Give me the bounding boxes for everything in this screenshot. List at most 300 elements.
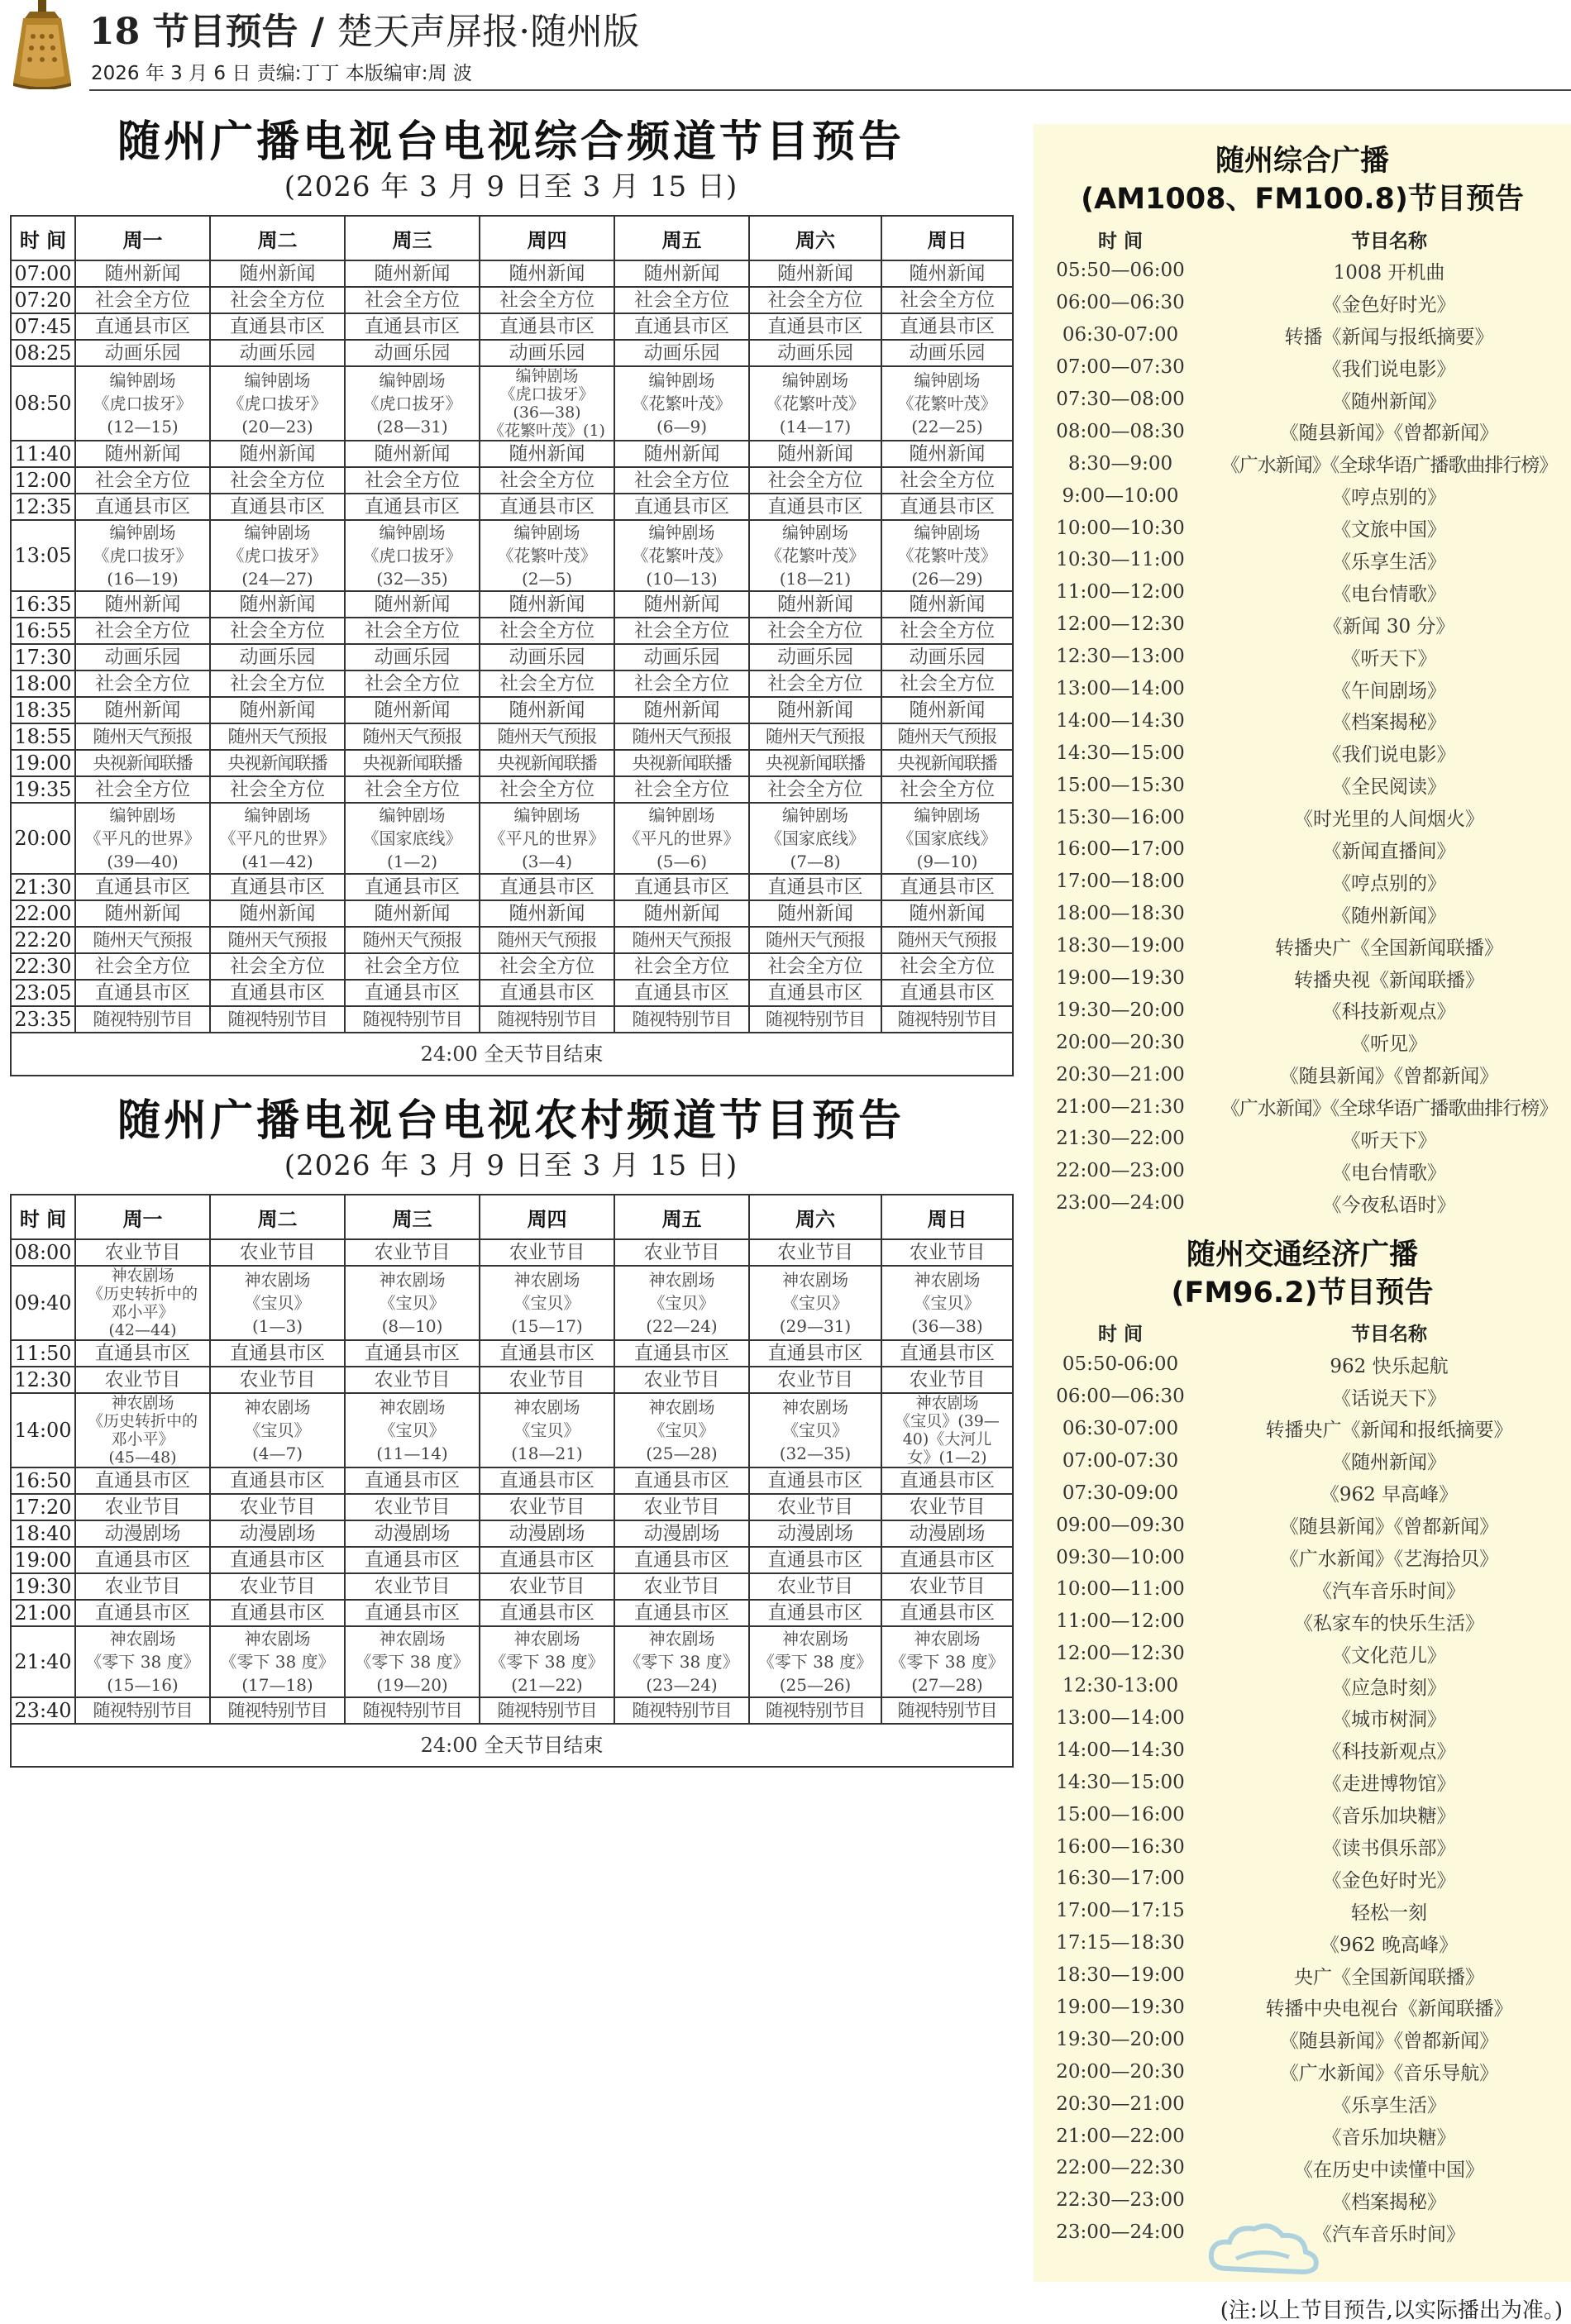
program-cell: 随州新闻 [210,260,345,287]
program-cell: 社会全方位 [75,287,210,313]
program-line: (26—29) [911,569,983,589]
program-cell: 动漫剧场 [480,1520,614,1547]
program-line: 编钟剧场 [914,370,981,390]
program-name: 转播央广《全国新闻联播》 [1275,937,1503,959]
table-row [11,723,1013,750]
schedule-end-text: 24:00 全天节目结束 [11,1724,1013,1767]
program-cell [480,366,614,441]
program-cell: 直通县市区 [480,313,614,340]
list-item [1034,351,1571,384]
program-name: 《档案揭秘》 [1332,2191,1446,2213]
time-cell: 21:00 [11,1600,75,1626]
program-line: (19—20) [376,1675,448,1695]
program-line: (23—24) [646,1675,718,1695]
program-cell: 农业节目 [881,1239,1013,1266]
program-name: 《我们说电影》 [1322,744,1456,766]
program-line: (20—23) [241,417,313,437]
time-cell: 22:00 [11,900,75,927]
program-cell: 随视特别节目 [210,1697,345,1724]
program-cell: 动画乐园 [881,644,1013,670]
program-cell: 随州天气预报 [210,723,345,750]
program-cell: 直通县市区 [881,1467,1013,1494]
time-cell: 12:30 [11,1367,75,1393]
program-cell [749,1266,881,1340]
program-cell: 随州新闻 [614,591,749,618]
program-cell: 随州新闻 [210,441,345,467]
program-cell [480,520,614,591]
program-name: 《随州新闻》 [1332,1452,1446,1474]
table-row [11,1006,1013,1033]
program-cell: 农业节目 [480,1367,614,1393]
time-cell: 23:40 [11,1697,75,1724]
program-cell [881,520,1013,591]
program-cell: 随州新闻 [749,260,881,287]
list-item [1034,1863,1571,1895]
program-cell: 直通县市区 [75,1467,210,1494]
program-cell: 随州天气预报 [614,723,749,750]
program-cell: 社会全方位 [749,467,881,494]
program-cell: 直通县市区 [345,494,480,520]
list-item [1034,1895,1571,1927]
program-cell: 农业节目 [345,1367,480,1393]
program-time: 12:30—13:00 [1056,646,1185,668]
program-cell: 动画乐园 [480,340,614,366]
program-time: 09:00—09:30 [1056,1514,1185,1536]
table-row [11,644,1013,670]
program-cell: 直通县市区 [614,1600,749,1626]
program-cell [210,803,345,874]
radio-traffic-section [1034,1219,1571,2249]
program-line: 《虎口拔牙》 [227,546,327,565]
program-name: 《随县新闻》《曾都新闻》 [1279,422,1499,445]
table-row [11,1600,1013,1626]
program-cell: 直通县市区 [881,313,1013,340]
program-cell [345,1393,480,1467]
list-item [1034,1187,1571,1219]
program-time: 11:00—12:00 [1056,1611,1185,1633]
program-line: 神农剧场 [782,1270,848,1290]
program-name: 转播《新闻与报纸摘要》 [1284,326,1494,348]
list-item [1034,480,1571,512]
program-line: 编钟剧场 [513,805,580,825]
program-cell: 央视新闻联播 [480,750,614,776]
program-line: 《宝贝》 [914,1293,981,1313]
table-row [11,591,1013,618]
time-cell: 16:55 [11,618,75,644]
program-line: 神农剧场 [379,1270,446,1290]
program-line: (14—17) [779,417,852,437]
program-line: 神农剧场 [914,1629,981,1649]
time-cell: 18:35 [11,697,75,723]
program-line: 神农剧场 [244,1270,311,1290]
program-cell: 随州新闻 [881,697,1013,723]
program-cell: 随州新闻 [345,260,480,287]
program-line: (1—2) [386,852,438,871]
program-cell: 直通县市区 [881,494,1013,520]
table-row [11,1547,1013,1573]
program-cell: 农业节目 [75,1573,210,1600]
program-cell [881,1393,1013,1467]
program-cell: 农业节目 [75,1367,210,1393]
radio-traffic-list [1034,1348,1571,2249]
program-cell: 社会全方位 [75,618,210,644]
program-line: (1—3) [251,1316,303,1336]
list-item [1034,1155,1571,1187]
program-cell: 社会全方位 [881,670,1013,697]
program-line: (8—10) [381,1316,443,1336]
program-line: 40)《大河儿 [902,1430,992,1448]
program-cell [881,803,1013,874]
program-cell: 社会全方位 [614,953,749,980]
time-cell: 12:00 [11,467,75,494]
program-line: 神农剧场 [648,1397,715,1417]
program-name: 《乐享生活》 [1332,2095,1446,2117]
program-line: (15—17) [511,1316,583,1336]
program-cell: 社会全方位 [210,953,345,980]
program-cell [210,1393,345,1467]
list-item [1034,2120,1571,2152]
program-cell [75,1393,210,1467]
program-cell: 随州新闻 [480,697,614,723]
col-time: 时 间 [1097,1324,1143,1346]
col-time: 时 间 [1097,230,1143,252]
program-cell [210,520,345,591]
program-cell [614,803,749,874]
program-line: (27—28) [911,1675,983,1695]
tv-general-section [10,116,1012,1076]
program-cell: 动漫剧场 [75,1520,210,1547]
program-name: 《新闻 30 分》 [1323,615,1455,637]
time-cell: 07:00 [11,260,75,287]
program-cell: 社会全方位 [480,287,614,313]
program-time: 05:50—06:00 [1056,260,1185,282]
list-item [1034,2055,1571,2088]
list-item [1034,994,1571,1026]
list-item [1034,1670,1571,1702]
program-cell: 直通县市区 [210,1547,345,1573]
program-cell: 央视新闻联播 [614,750,749,776]
section-name: 节目预告 [152,11,298,53]
program-cell [881,1626,1013,1697]
program-line: 编钟剧场 [782,523,848,542]
program-cell: 农业节目 [75,1494,210,1520]
program-cell: 随视特别节目 [749,1697,881,1724]
time-cell: 09:40 [11,1266,75,1340]
program-cell: 直通县市区 [210,1600,345,1626]
program-cell: 社会全方位 [881,287,1013,313]
program-line: 神农剧场 [244,1629,311,1649]
program-cell: 直通县市区 [210,1467,345,1494]
page-number: 18 [89,11,141,53]
program-time: 18:30—19:00 [1056,1964,1185,1987]
header-day: 周四 [480,216,614,260]
program-line: 《虎口拔牙》 [362,394,462,413]
program-cell: 随视特别节目 [749,1006,881,1033]
program-cell [614,366,749,441]
table-end-row [11,1033,1013,1076]
radio-traffic-title-2: (FM96.2)节目预告 [1171,1276,1434,1310]
program-cell: 央视新闻联播 [749,750,881,776]
program-cell: 直通县市区 [614,1547,749,1573]
list-item [1034,1541,1571,1573]
program-cell: 随州新闻 [614,900,749,927]
program-name: 《随县新闻》《曾都新闻》 [1279,2031,1499,2053]
program-cell: 社会全方位 [480,776,614,803]
table-end-row [11,1724,1013,1767]
program-cell: 直通县市区 [881,1340,1013,1367]
table-row [11,441,1013,467]
program-cell: 社会全方位 [345,670,480,697]
program-time: 9:00—10:00 [1062,484,1179,507]
list-item [1034,1026,1571,1058]
program-cell: 社会全方位 [749,776,881,803]
time-cell: 21:40 [11,1626,75,1697]
program-cell: 直通县市区 [749,1600,881,1626]
program-name: 《文旅中国》 [1332,519,1446,542]
program-cell: 社会全方位 [749,287,881,313]
program-cell: 直通县市区 [881,1547,1013,1573]
time-cell: 14:00 [11,1393,75,1467]
program-cell: 随视特别节目 [480,1697,614,1724]
program-name: 《午间剧场》 [1332,680,1446,702]
program-cell: 随州新闻 [749,697,881,723]
program-line: 《花繁叶茂》 [897,546,997,565]
program-cell: 直通县市区 [480,874,614,900]
program-time: 07:30—08:00 [1056,389,1185,410]
program-time: 21:30—22:00 [1056,1128,1185,1150]
program-cell: 直通县市区 [345,1600,480,1626]
program-cell: 随视特别节目 [345,1697,480,1724]
program-line: 编钟剧场 [914,523,981,542]
program-line: 邓小平》 [111,1430,174,1448]
time-cell: 16:35 [11,591,75,618]
header-day: 周三 [345,1195,480,1239]
program-time: 18:00—18:30 [1056,903,1185,925]
program-cell: 直通县市区 [480,1467,614,1494]
program-time: 07:00—07:30 [1056,356,1185,379]
program-cell: 随视特别节目 [881,1006,1013,1033]
program-name: 《听天下》 [1341,1129,1437,1152]
program-name: 《我们说电影》 [1322,358,1456,380]
program-time: 16:00—16:30 [1056,1835,1185,1858]
time-cell: 18:00 [11,670,75,697]
program-name: 《全民阅读》 [1332,776,1446,799]
program-line: 编钟剧场 [782,370,848,390]
program-line: (17—18) [241,1675,313,1695]
program-line: (10—13) [646,569,718,589]
program-cell: 直通县市区 [345,1340,480,1367]
program-line: (12—15) [107,417,179,437]
program-time: 19:30—20:00 [1056,999,1185,1021]
program-cell [75,366,210,441]
program-line: 《花繁叶茂》 [766,394,865,413]
program-line: 《历史转折中的 [87,1412,198,1430]
time-cell: 22:20 [11,927,75,953]
program-line: 神农剧场 [111,1267,174,1285]
table-header-row [11,216,1013,260]
list-item [1034,1058,1571,1090]
list-item [1034,1927,1571,1959]
program-time: 06:30-07:00 [1062,1417,1179,1439]
program-line: (11—14) [376,1444,448,1463]
program-time: 06:00—06:30 [1056,1386,1185,1408]
schedule-end-text: 24:00 全天节目结束 [11,1033,1013,1076]
program-cell: 随州天气预报 [75,723,210,750]
program-line: 《宝贝》 [648,1420,715,1440]
program-cell: 随州天气预报 [881,927,1013,953]
program-line: 《花繁叶茂》 [632,546,732,565]
program-line: 《宝贝》 [782,1420,848,1440]
time-cell: 21:30 [11,874,75,900]
program-cell: 社会全方位 [749,953,881,980]
program-line: 《宝贝》 [513,1293,580,1313]
program-cell: 社会全方位 [480,670,614,697]
program-line: 《宝贝》 [379,1293,446,1313]
program-cell: 随州新闻 [345,697,480,723]
header-day: 周二 [210,1195,345,1239]
program-cell: 社会全方位 [881,776,1013,803]
program-cell: 直通县市区 [75,1340,210,1367]
program-cell: 农业节目 [75,1239,210,1266]
program-cell: 直通县市区 [480,1547,614,1573]
program-line: (29—31) [779,1316,852,1336]
radio-general-section [1034,124,1571,1219]
list-item [1034,930,1571,962]
program-cell: 随州天气预报 [75,927,210,953]
program-name: 《随州新闻》 [1332,390,1446,413]
list-item [1034,255,1571,287]
program-cell: 农业节目 [749,1494,881,1520]
list-item [1034,608,1571,641]
list-item [1034,673,1571,705]
program-name: 转播中央电视台《新闻联播》 [1265,1998,1513,2021]
program-cell [75,803,210,874]
program-cell: 社会全方位 [345,953,480,980]
list-item [1034,704,1571,737]
program-cell: 直通县市区 [614,313,749,340]
list-item [1034,1444,1571,1477]
program-cell: 直通县市区 [749,980,881,1006]
program-cell: 随视特别节目 [345,1006,480,1033]
program-cell: 农业节目 [210,1239,345,1266]
table-row [11,260,1013,287]
program-cell: 随视特别节目 [480,1006,614,1033]
program-cell: 直通县市区 [345,874,480,900]
list-item [1034,319,1571,351]
time-cell: 17:20 [11,1494,75,1520]
program-cell: 直通县市区 [75,313,210,340]
program-cell: 直通县市区 [614,494,749,520]
program-cell: 随州新闻 [480,260,614,287]
program-cell: 直通县市区 [614,1467,749,1494]
program-name: 《话说天下》 [1332,1387,1446,1410]
program-time: 15:00—15:30 [1056,774,1185,796]
program-cell [480,1626,614,1697]
radio-general-title-2: (AM1008、FM100.8)节目预告 [1081,183,1524,216]
program-cell [881,1266,1013,1340]
program-line: (9—10) [916,852,978,871]
page-header [0,0,1571,93]
program-line: (45—48) [108,1448,177,1467]
program-line: (22—25) [911,417,983,437]
list-item [1034,544,1571,576]
program-name: 《文化范儿》 [1332,1644,1446,1667]
program-cell: 随州新闻 [480,591,614,618]
program-line: 《花繁叶茂》 [897,394,997,413]
list-item [1034,1381,1571,1413]
list-item [1034,1992,1571,2024]
program-line: 编钟剧场 [648,370,715,390]
program-name: 《音乐加块糖》 [1322,2127,1456,2150]
list-item [1034,512,1571,544]
header-divider [89,89,1571,91]
program-cell: 社会全方位 [881,953,1013,980]
program-name: 《音乐加块糖》 [1322,1806,1456,1828]
table-row [11,1266,1013,1340]
program-line: 编钟剧场 [648,805,715,825]
program-cell: 动画乐园 [749,644,881,670]
header-day: 周二 [210,216,345,260]
program-line: 神农剧场 [648,1270,715,1290]
program-cell [210,366,345,441]
program-name: 1008 开机曲 [1333,261,1445,284]
program-name: 《档案揭秘》 [1332,712,1446,734]
table-row [11,494,1013,520]
program-time: 20:30—21:00 [1056,1063,1185,1086]
program-cell: 社会全方位 [614,618,749,644]
program-cell: 直通县市区 [210,980,345,1006]
program-cell [749,1393,881,1467]
program-line: 《虎口拔牙》 [499,385,594,403]
program-cell: 农业节目 [480,1573,614,1600]
program-cell: 社会全方位 [614,776,749,803]
program-time: 12:00—12:30 [1056,1643,1185,1665]
table-row [11,697,1013,723]
program-time: 13:00—14:00 [1056,678,1185,700]
program-cell: 随州天气预报 [345,927,480,953]
program-line: 编钟剧场 [244,805,311,825]
paper-name: 楚天声屏报·随州版 [337,11,640,53]
program-cell: 随州天气预报 [881,723,1013,750]
list-item [1034,384,1571,416]
program-cell: 社会全方位 [210,670,345,697]
program-cell: 直通县市区 [749,874,881,900]
program-cell [345,803,480,874]
program-line: 《花繁叶茂》 [632,394,732,413]
program-cell: 社会全方位 [749,670,881,697]
program-cell: 直通县市区 [345,1547,480,1573]
program-cell [614,1626,749,1697]
program-line: (28—31) [376,417,448,437]
program-cell [749,803,881,874]
footnote: (注:以上节目预告,以实际播出为准。) [1220,2298,1563,2323]
program-line: 《宝贝》 [513,1420,580,1440]
program-line: 编钟剧场 [914,805,981,825]
list-item [1034,2184,1571,2217]
program-cell: 随州新闻 [75,260,210,287]
program-line: (39—40) [107,852,179,871]
program-cell: 随州新闻 [881,900,1013,927]
list-item [1034,1413,1571,1445]
program-line: 邓小平》 [111,1303,174,1321]
table-row [11,1626,1013,1697]
program-line: 编钟剧场 [379,523,446,542]
program-cell: 随州新闻 [480,441,614,467]
program-line: 神农剧场 [379,1629,446,1649]
program-cell [881,366,1013,441]
time-cell: 16:50 [11,1467,75,1494]
program-cell: 随视特别节目 [614,1006,749,1033]
